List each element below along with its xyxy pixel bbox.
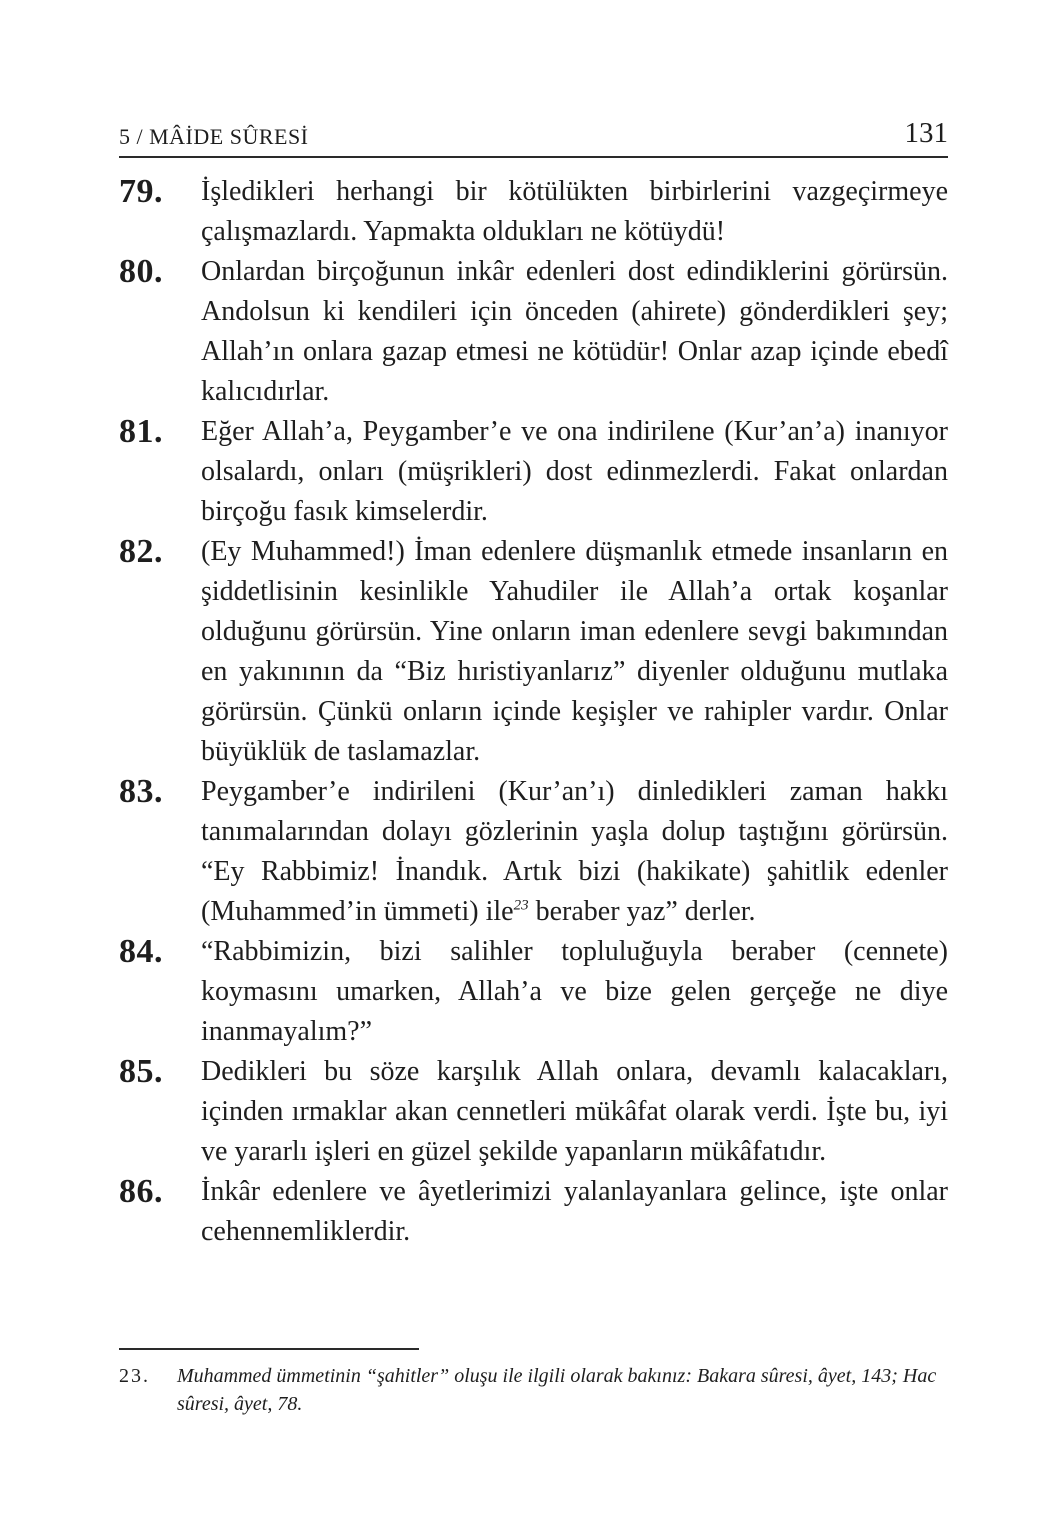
verse-number: 82. bbox=[119, 533, 163, 570]
verse-79 bbox=[119, 172, 948, 252]
verse-number: 80. bbox=[119, 253, 163, 290]
verse-number: 85. bbox=[119, 1053, 163, 1090]
verse-number: 81. bbox=[119, 413, 163, 450]
footnote bbox=[119, 1362, 948, 1418]
verse-82 bbox=[119, 532, 948, 772]
footnote-number: 23. bbox=[119, 1365, 150, 1387]
verse-84 bbox=[119, 932, 948, 1052]
verse-number: 86. bbox=[119, 1173, 163, 1210]
verse-80 bbox=[119, 252, 948, 412]
running-header bbox=[119, 112, 948, 158]
verse-text-part: Peygamber’e indirileni (Kur’an’ı) dinledikleri zaman hakkı tanımalarından dolayı gözlerinin yaşla dolup taştığını görürsün. “Ey Rabbimiz! İnandık. Artık bizi (hakikate) şahitlik edenler (Muhammed’in ümmeti) ile bbox=[201, 776, 948, 927]
footnote-reference[interactable]: 23 bbox=[513, 897, 529, 914]
verse-text: İnkâr edenlere ve âyetlerimizi yalanlayanlara gelince, işte onlar cehennemliklerdir. bbox=[201, 1176, 948, 1247]
verse-86 bbox=[119, 1172, 948, 1252]
footnote-divider bbox=[119, 1348, 419, 1350]
verse-81 bbox=[119, 412, 948, 532]
verse-text: (Ey Muhammed!) İman edenlere düşmanlık etmede insanların en şiddetlisinin kesinlikle Yahudiler ile Allah’a ortak koşanlar olduğunu görürsün. Yine onların iman edenlere sevgi bakımından en yakınının da “Biz hıristiyanlarız” diyenler olduğunu mutlaka görürsün. Çünkü onların içinde keşişler ve rahipler vardır. Onlar büyüklük de taslamazlar. bbox=[201, 536, 948, 767]
verse-text: Dedikleri bu söze karşılık Allah onlara, devamlı kalacakları, içinden ırmaklar akan cennetleri mükâfat olarak verdi. İşte bu, iyi ve yararlı işleri en güzel şekilde yapanların mükâfatıdır. bbox=[201, 1056, 948, 1167]
verse-list bbox=[119, 172, 948, 1252]
verse-83 bbox=[119, 772, 948, 932]
verse-85 bbox=[119, 1052, 948, 1172]
verse-text: Eğer Allah’a, Peygamber’e ve ona indirilene (Kur’an’a) inanıyor olsalardı, onları (müşrikleri) dost edinmezlerdi. Fakat onlardan birçoğu fasık kimselerdir. bbox=[201, 416, 948, 527]
verse-text: “Rabbimizin, bizi salihler topluluğuyla beraber (cennete) koymasını umarken, Allah’a ve bize gelen gerçeğe ne diye inanmayalım?” bbox=[201, 936, 948, 1047]
verse-text: Onlardan birçoğunun inkâr edenleri dost edindiklerini görürsün. Andolsun ki kendileri için önceden (ahirete) gönderdikleri şey; Allah’ın onlara gazap etmesi ne kötüdür! Onlar azap içinde ebedî kalıcıdırlar. bbox=[201, 256, 948, 407]
verse-number: 83. bbox=[119, 773, 163, 810]
verse-text bbox=[201, 772, 948, 932]
verse-number: 79. bbox=[119, 173, 163, 210]
footnote-text: Muhammed ümmetinin “şahitler” oluşu ile ilgili olarak bakınız: Bakara sûresi, âyet, 143; Hac sûresi, âyet, 78. bbox=[177, 1365, 937, 1415]
verse-text-part: beraber yaz” derler. bbox=[528, 896, 756, 927]
page-number: 131 bbox=[904, 117, 948, 149]
verse-text: İşledikleri herhangi bir kötülükten birbirlerini vazgeçirmeye çalışmazlardı. Yapmakta oldukları ne kötüydü! bbox=[201, 176, 948, 247]
verse-number: 84. bbox=[119, 933, 163, 970]
chapter-title: 5 / MÂİDE SÛRESİ bbox=[119, 124, 309, 149]
